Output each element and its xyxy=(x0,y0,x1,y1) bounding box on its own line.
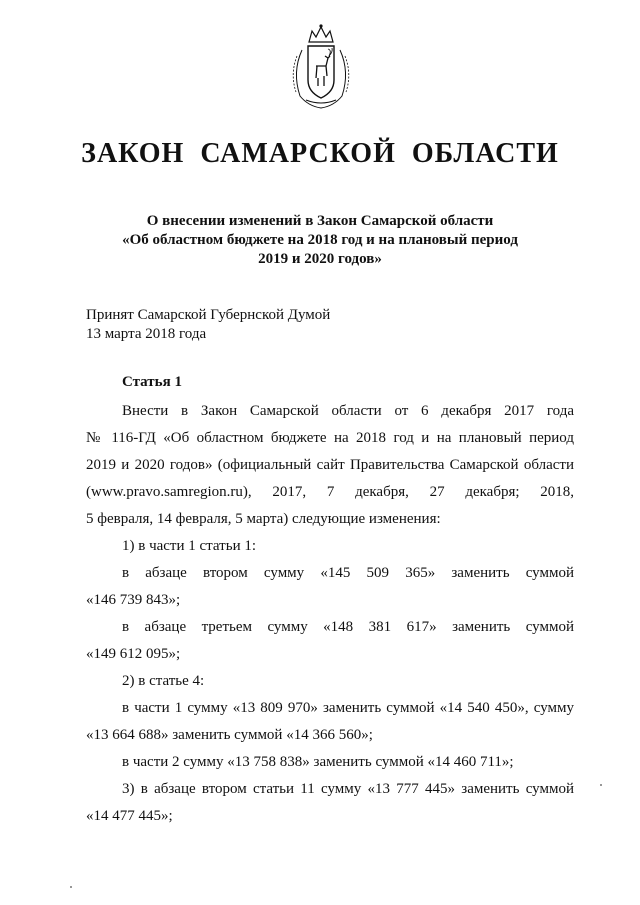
text-line: 5 февраля, 14 февраля, 5 марта) следующие изменения: xyxy=(86,511,441,527)
subtitle-line: О внесении изменений в Закон Самарской области xyxy=(146,213,494,229)
text-line: «149 612 095»; xyxy=(86,646,181,662)
text-line: Внести в Закон Самарской области от 6 декабря 2017 года xyxy=(122,403,574,419)
scan-speck xyxy=(70,886,72,888)
law-title: ЗАКОН САМАРСКОЙ ОБЛАСТИ xyxy=(81,138,559,169)
article-heading: Статья 1 xyxy=(122,374,182,390)
text-line: 3) в абзаце втором статьи 11 сумму «13 777 445» заменить суммой xyxy=(122,781,574,797)
text-line: (www.pravo.samregion.ru), 2017, 7 декабря, 27 декабря; 2018, xyxy=(86,484,574,500)
text-line: 2) в статье 4: xyxy=(122,673,205,689)
subtitle-line: «Об областном бюджете на 2018 год и на плановый период xyxy=(122,232,518,248)
samara-coat-of-arms-icon xyxy=(288,22,354,110)
text-line: 2019 и 2020 годов» (официальный сайт Правительства Самарской области xyxy=(86,457,574,473)
adoption-date: 13 марта 2018 года xyxy=(86,326,207,342)
text-line: в абзаце втором сумму «145 509 365» заменить суммой xyxy=(122,565,574,581)
text-line: «14 477 445»; xyxy=(86,808,173,824)
scan-speck xyxy=(600,784,602,786)
adoption-body: Принят Самарской Губернской Думой xyxy=(86,307,331,323)
adoption-note xyxy=(86,306,330,344)
text-line: в части 2 сумму «13 758 838» заменить суммой «14 460 711»; xyxy=(122,754,514,770)
text-line: «146 739 843»; xyxy=(86,592,181,608)
text-line: 1) в части 1 статьи 1: xyxy=(122,538,257,554)
law-subtitle xyxy=(0,212,640,269)
article-body xyxy=(86,398,574,830)
subtitle-line: 2019 и 2020 годов» xyxy=(258,251,382,267)
text-line: в абзаце третьем сумму «148 381 617» заменить суммой xyxy=(122,619,574,635)
text-line: № 116-ГД «Об областном бюджете на 2018 год и на плановый период xyxy=(86,430,574,446)
text-line: «13 664 688» заменить суммой «14 366 560»; xyxy=(86,727,373,743)
text-line: в части 1 сумму «13 809 970» заменить суммой «14 540 450», сумму xyxy=(122,700,574,716)
